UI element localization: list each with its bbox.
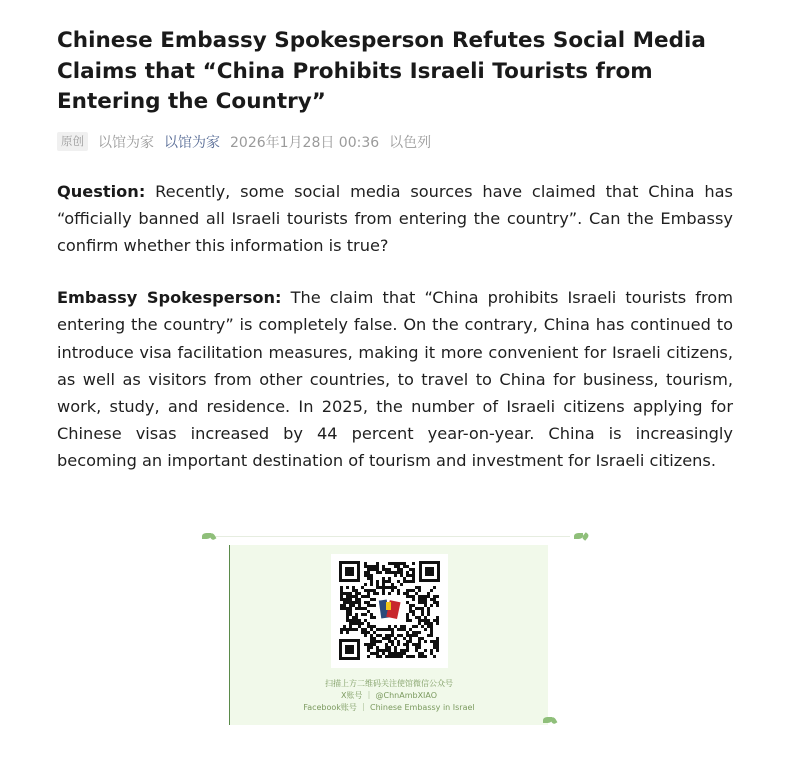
question-text: Recently, some social media sources have claimed that China has “officially banned all Israeli tourists from entering the country”. Can the Embassy confirm whether this information is true? xyxy=(57,181,733,255)
answer-paragraph xyxy=(57,284,733,474)
embassy-logo-icon xyxy=(377,597,402,622)
leaf-decoration-icon xyxy=(550,716,558,725)
figure-caption-line-3: Facebook账号 ｜ Chinese Embassy in Israel xyxy=(303,703,475,712)
publish-datetime: 2026年1月28日 00:36 xyxy=(230,134,380,151)
author-name: 以馆为家 xyxy=(98,134,154,151)
publish-location: 以色列 xyxy=(389,134,432,151)
figure-caption-line-1: 扫描上方二维码关注使馆微信公众号 xyxy=(325,679,453,688)
answer-text: The claim that “China prohibits Israeli tourists from entering the country” is completely false. On the contrary, China has continued to introduce visa facilitation measures, making it more convenient for Israeli citizens, as well as visitors from other countries, to travel to China for business, tourism, work, study, and residence. In 2025, the number of Israeli citizens applying for Chinese visas increased by 44 percent year-on-year. China is increasingly becoming an important destination of tourism and investment for Israeli citizens. xyxy=(57,288,733,471)
qr-code-frame xyxy=(331,554,448,668)
account-name-link[interactable]: 以馆为家 xyxy=(164,134,220,151)
original-badge: 原创 xyxy=(57,132,88,151)
figure-top-divider xyxy=(214,536,570,537)
answer-label: Embassy Spokesperson: xyxy=(57,288,282,308)
leaf-decoration-icon xyxy=(209,532,217,541)
question-paragraph xyxy=(57,178,733,260)
figure-caption-line-2: X账号 ｜ @ChnAmbXIAO xyxy=(340,691,438,700)
article-title: Chinese Embassy Spokesperson Refutes Social Media Claims that “China Prohibits Israeli Tourists from Entering the Country” xyxy=(57,28,706,114)
qr-code-image xyxy=(331,554,448,668)
qr-code-figure xyxy=(200,528,592,728)
question-label: Question: xyxy=(57,181,146,201)
article xyxy=(57,26,733,475)
article-meta xyxy=(57,131,733,153)
